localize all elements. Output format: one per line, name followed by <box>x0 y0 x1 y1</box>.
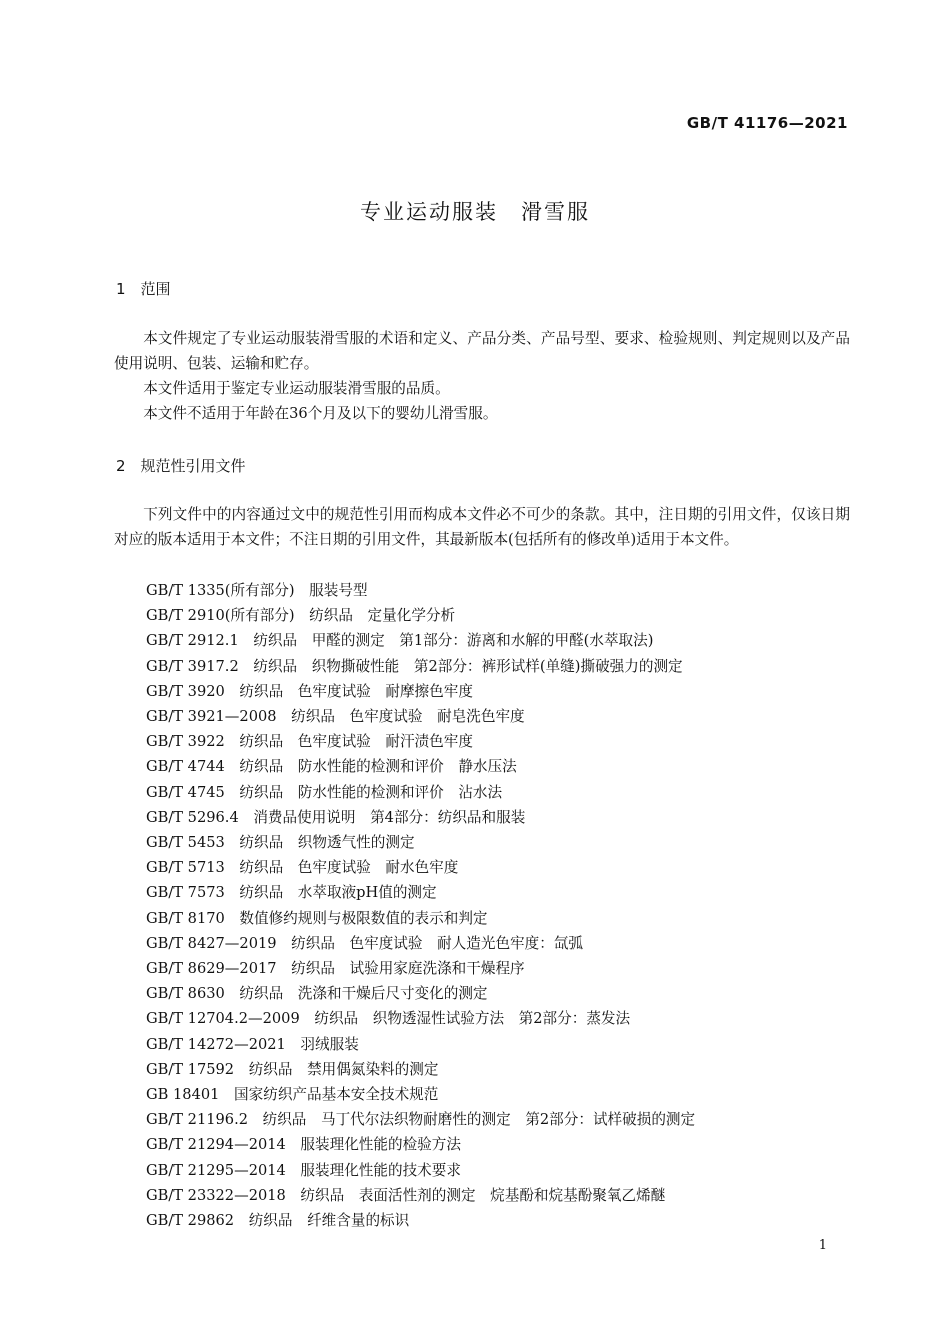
scope-paragraph-2: 本文件适用于鉴定专业运动服装滑雪服的品质。 <box>143 380 450 397</box>
reference-list <box>146 578 850 1233</box>
reference-item: GB/T 14272—2021 羽绒服装 <box>146 1035 359 1053</box>
reference-item: GB/T 8630 纺织品 洗涤和干燥后尺寸变化的测定 <box>146 985 488 1003</box>
reference-item: GB/T 17592 纺织品 禁用偶氮染料的测定 <box>146 1060 439 1078</box>
reference-item: GB/T 5453 纺织品 织物透气性的测定 <box>146 834 415 852</box>
reference-item: GB/T 12704.2—2009 纺织品 织物透湿性试验方法 第2部分：蒸发法 <box>146 1010 631 1028</box>
section-1-body <box>114 326 850 426</box>
reference-item: GB/T 21295—2014 服装理化性能的技术要求 <box>146 1161 461 1179</box>
reference-item: GB/T 1335(所有部分) 服装号型 <box>146 582 368 599</box>
reference-item: GB/T 8629—2017 纺织品 试验用家庭洗涤和干燥程序 <box>146 960 525 978</box>
reference-item: GB/T 3917.2 纺织品 织物撕破性能 第2部分：裤形试样(单缝)撕破强力的测定 <box>146 657 683 675</box>
reference-item: GB/T 21294—2014 服装理化性能的检验方法 <box>146 1136 461 1154</box>
reference-item: GB/T 3922 纺织品 色牢度试验 耐汗渍色牢度 <box>146 733 473 751</box>
section-2-intro <box>114 502 850 552</box>
reference-item: GB 18401 国家纺织产品基本安全技术规范 <box>146 1086 439 1104</box>
standard-number: GB/T 41176—2021 <box>686 114 848 132</box>
section-2-heading: 2 规范性引用文件 <box>116 457 246 475</box>
reference-item: GB/T 5713 纺织品 色牢度试验 耐水色牢度 <box>146 859 459 877</box>
reference-item: GB/T 23322—2018 纺织品 表面活性剂的测定 烷基酚和烷基酚聚氧乙烯醚 <box>146 1186 666 1204</box>
normative-references-intro: 下列文件中的内容通过文中的规范性引用而构成本文件必不可少的条款。其中，注日期的引用文件，仅该日期对应的版本适用于本文件；不注日期的引用文件，其最新版本(包括所有的修改单)适用于本文件。 <box>114 506 850 548</box>
reference-item: GB/T 3921—2008 纺织品 色牢度试验 耐皂洗色牢度 <box>146 708 525 726</box>
reference-item: GB/T 3920 纺织品 色牢度试验 耐摩擦色牢度 <box>146 682 473 700</box>
reference-item: GB/T 2912.1 纺织品 甲醛的测定 第1部分：游离和水解的甲醛(水萃取法) <box>146 632 654 650</box>
document-title: 专业运动服装 滑雪服 <box>360 200 590 224</box>
reference-item: GB/T 29862 纺织品 纤维含量的标识 <box>146 1212 410 1230</box>
reference-item: GB/T 5296.4 消费品使用说明 第4部分：纺织品和服装 <box>146 808 526 826</box>
reference-item: GB/T 8170 数值修约规则与极限数值的表示和判定 <box>146 909 488 927</box>
section-1-heading: 1 范围 <box>116 280 171 298</box>
page-number: 1 <box>818 1238 827 1253</box>
reference-item: GB/T 4744 纺织品 防水性能的检测和评价 静水压法 <box>146 758 517 776</box>
reference-item: GB/T 2910(所有部分) 纺织品 定量化学分析 <box>146 607 456 625</box>
reference-item: GB/T 7573 纺织品 水萃取液pH值的测定 <box>146 884 437 902</box>
scope-paragraph-3: 本文件不适用于年龄在36个月及以下的婴幼儿滑雪服。 <box>143 405 498 422</box>
reference-item: GB/T 8427—2019 纺织品 色牢度试验 耐人造光色牢度：氙弧 <box>146 934 584 952</box>
reference-item: GB/T 21196.2 纺织品 马丁代尔法织物耐磨性的测定 第2部分：试样破损的测定 <box>146 1111 696 1129</box>
reference-item: GB/T 4745 纺织品 防水性能的检测和评价 沾水法 <box>146 783 503 801</box>
scope-paragraph-1: 本文件规定了专业运动服装滑雪服的术语和定义、产品分类、产品号型、要求、检验规则、判定规则以及产品使用说明、包装、运输和贮存。 <box>114 330 850 372</box>
